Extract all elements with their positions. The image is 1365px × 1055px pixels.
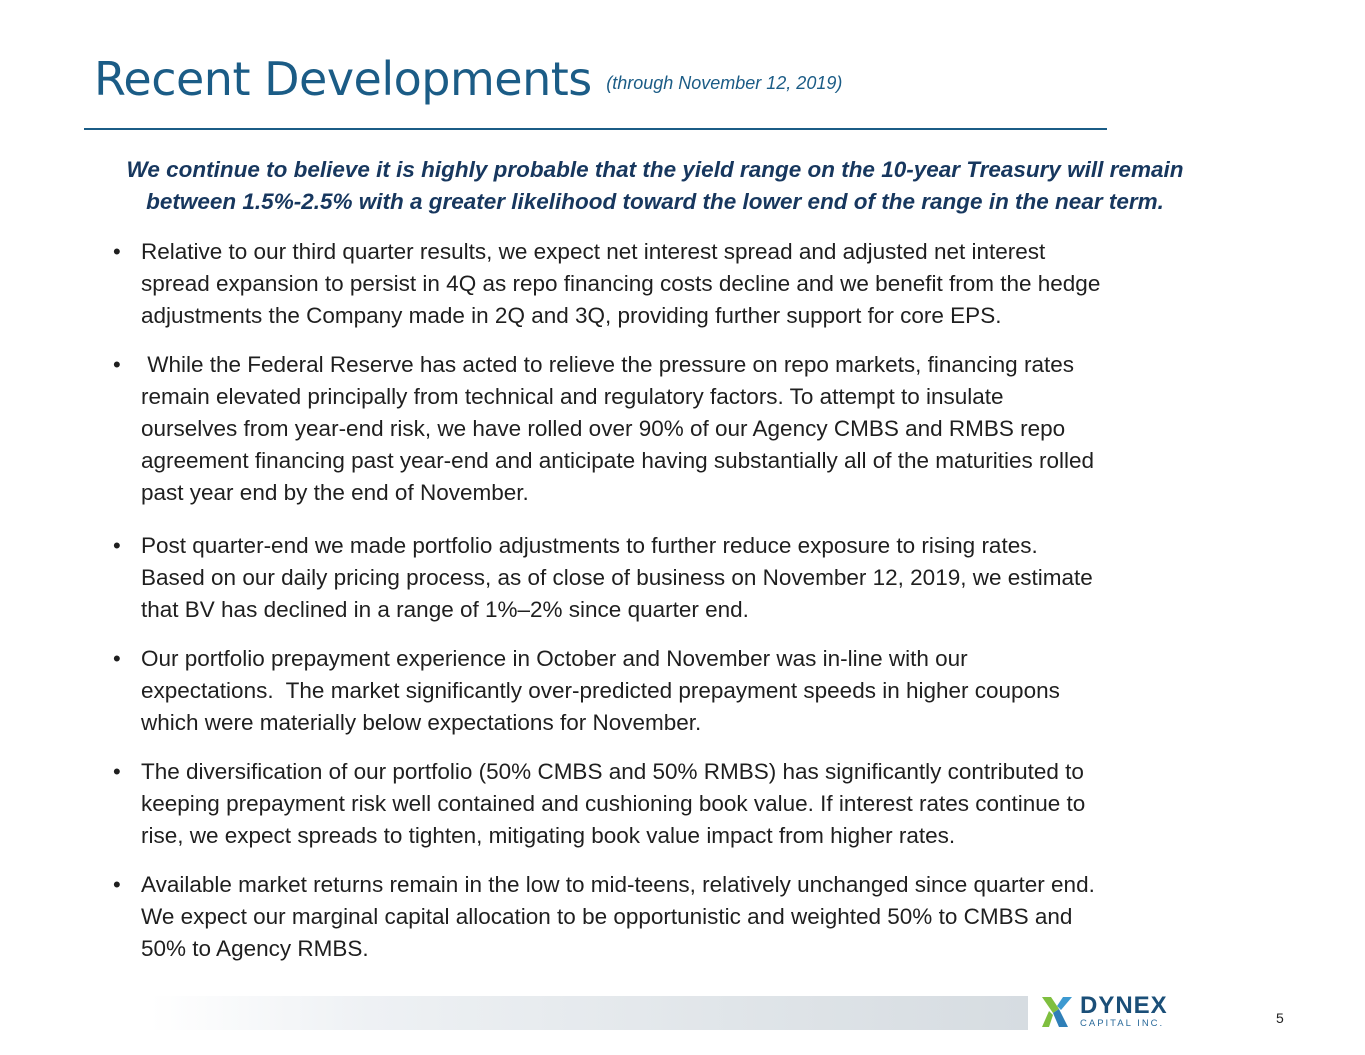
bullet-item <box>113 756 1236 852</box>
bullet-line: 50% to Agency RMBS. <box>141 936 369 961</box>
page-subtitle: (through November 12, 2019) <box>606 73 843 93</box>
bullet-line: While the Federal Reserve has acted to relieve the pressure on repo markets, financing rates <box>141 352 1074 377</box>
page-number: 5 <box>1276 1010 1284 1026</box>
bullet-line: remain elevated principally from technical and regulatory factors. To attempt to insulate <box>141 384 1004 409</box>
bullet-line: past year end by the end of November. <box>141 480 529 505</box>
bullet-line: that BV has declined in a range of 1%–2% since quarter end. <box>141 597 749 622</box>
bullet-line: The diversification of our portfolio (50% CMBS and 50% RMBS) has significantly contributed to <box>141 759 1084 784</box>
footer-band <box>150 996 1028 1030</box>
company-logo <box>1040 993 1180 1033</box>
bullet-item <box>113 530 1236 626</box>
bullet-line: spread expansion to persist in 4Q as repo financing costs decline and we benefit from the hedge <box>141 271 1101 296</box>
bullet-line: Our portfolio prepayment experience in October and November was in-line with our <box>141 646 968 671</box>
bullet-item <box>113 869 1236 965</box>
intro-line: We continue to believe it is highly probable that the yield range on the 10-year Treasury will remain <box>126 157 1184 182</box>
bullet-line: Relative to our third quarter results, we expect net interest spread and adjusted net interest <box>141 239 1046 264</box>
bullet-line: Available market returns remain in the low to mid-teens, relatively unchanged since quarter end. <box>141 872 1095 897</box>
bullet-line: which were materially below expectations for November. <box>141 710 702 735</box>
bullet-marker: • <box>113 239 121 264</box>
logo-subtitle: CAPITAL INC. <box>1080 1018 1165 1029</box>
bullet-marker: • <box>113 872 121 897</box>
bullet-item <box>113 349 1236 509</box>
bullet-marker: • <box>113 533 121 558</box>
bullet-item <box>113 236 1236 332</box>
bullet-line: We expect our marginal capital allocation to be opportunistic and weighted 50% to CMBS and <box>141 904 1073 929</box>
bullet-marker: • <box>113 646 121 671</box>
bullet-line: adjustments the Company made in 2Q and 3Q, providing further support for core EPS. <box>141 303 1002 328</box>
bullet-line: keeping prepayment risk well contained and cushioning book value. If interest rates continue to <box>141 791 1086 816</box>
bullet-line: Post quarter-end we made portfolio adjustments to further reduce exposure to rising rates. <box>141 533 1038 558</box>
page-title: Recent Developments <box>94 52 592 106</box>
logo-wordmark: DYNEX <box>1080 992 1168 1019</box>
bullet-line: ourselves from year-end risk, we have rolled over 90% of our Agency CMBS and RMBS repo <box>141 416 1066 441</box>
bullet-line: agreement financing past year-end and anticipate having substantially all of the maturities rolled <box>141 448 1095 473</box>
intro-line: between 1.5%-2.5% with a greater likelihood toward the lower end of the range in the near term. <box>146 189 1164 214</box>
bullet-line: expectations. The market significantly over-predicted prepayment speeds in higher coupons <box>141 678 1060 703</box>
bullet-item <box>113 643 1236 739</box>
dynex-x-logo-icon <box>1040 995 1074 1029</box>
bullet-line: rise, we expect spreads to tighten, mitigating book value impact from higher rates. <box>141 823 956 848</box>
bullet-marker: • <box>113 759 121 784</box>
bullet-line: Based on our daily pricing process, as of close of business on November 12, 2019, we estimate <box>141 565 1093 590</box>
bullet-marker: • <box>113 352 121 377</box>
